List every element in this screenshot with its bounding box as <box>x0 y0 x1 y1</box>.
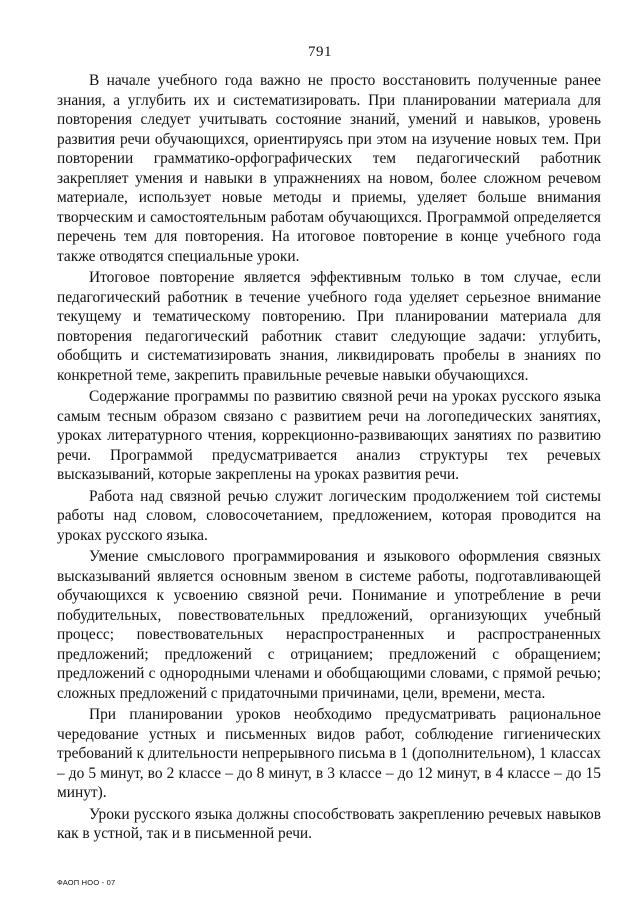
paragraph: Уроки русского языка должны способствовать закреплению речевых навыков как в устной, так и в письменной речи. <box>57 805 601 842</box>
paragraph: Содержание программы по развитию связной речи на уроках русского языка самым тесным образом связано с развитием речи на логопедических занятиях, уроках литературного чтения, коррекционно-развивающих занятиях по развитию речи. Программой предусматривается анализ структуры тех речевых высказываний, которые закреплены на уроках развития речи. <box>57 388 601 483</box>
paragraph: В начале учебного года важно не просто восстановить полученные ранее знания, а углубить их и систематизировать. При планировании материала для повторения следует учитывать состояние знаний, умений и навыков, уровень развития речи обучающихся, ориентируясь при этом на изучение новых тем. При повторении грамматико-орфографических тем педагогический работник закрепляет умения и навыки в упражнениях на новом, более сложном речевом материале, использует новые методы и приемы, уделяет больше внимания творческим и самостоятельным работам обучающихся. Программой определяется перечень тем для повторения. На итоговое повторение в конце учебного года также отводятся специальные уроки. <box>57 72 601 265</box>
body-text <box>57 71 601 844</box>
page-number: 791 <box>308 44 332 60</box>
paragraph: Работа над связной речью служит логическим продолжением той системы работы над словом, словосочетанием, предложением, которая проводится на уроках русского языка. <box>57 487 601 544</box>
paragraph: Итоговое повторение является эффективным только в том случае, если педагогический работник в течение учебного года уделяет серьезное внимание текущему и тематическому повторению. При планировании материала для повторения педагогический работник ставит следующие задачи: углубить, обобщить и систематизировать знания, ликвидировать пробелы в знаниях по конкретной теме, закрепить правильные речевые навыки обучающихся. <box>57 269 601 384</box>
paragraph: При планировании уроков необходимо предусматривать рациональное чередование устных и письменных видов работ, соблюдение гигиенических требований к длительности непрерывного письма в 1 (дополнительном), 1 классах – до 5 минут, во 2 классе – до 8 минут, в 3 классе – до 12 минут, в 4 классе – до 15 минут). <box>57 706 601 801</box>
footer-label: ФАОП НОО - 07 <box>57 878 116 887</box>
paragraph: Умение смыслового программирования и языкового оформления связных высказываний является основным звеном в системе работы, подготавливающей обучающихся к усвоению связной речи. Понимание и употребление в речи побудительных, повествовательных предложений, организующих учебный процесс; повествовательных нераспространенных и распространенных предложений; предложений с отрицанием; предложений с обращением; предложений с однородными членами и обобщающими словами, с прямой речью; сложных предложений с придаточными причинами, цели, времени, места. <box>57 548 601 702</box>
